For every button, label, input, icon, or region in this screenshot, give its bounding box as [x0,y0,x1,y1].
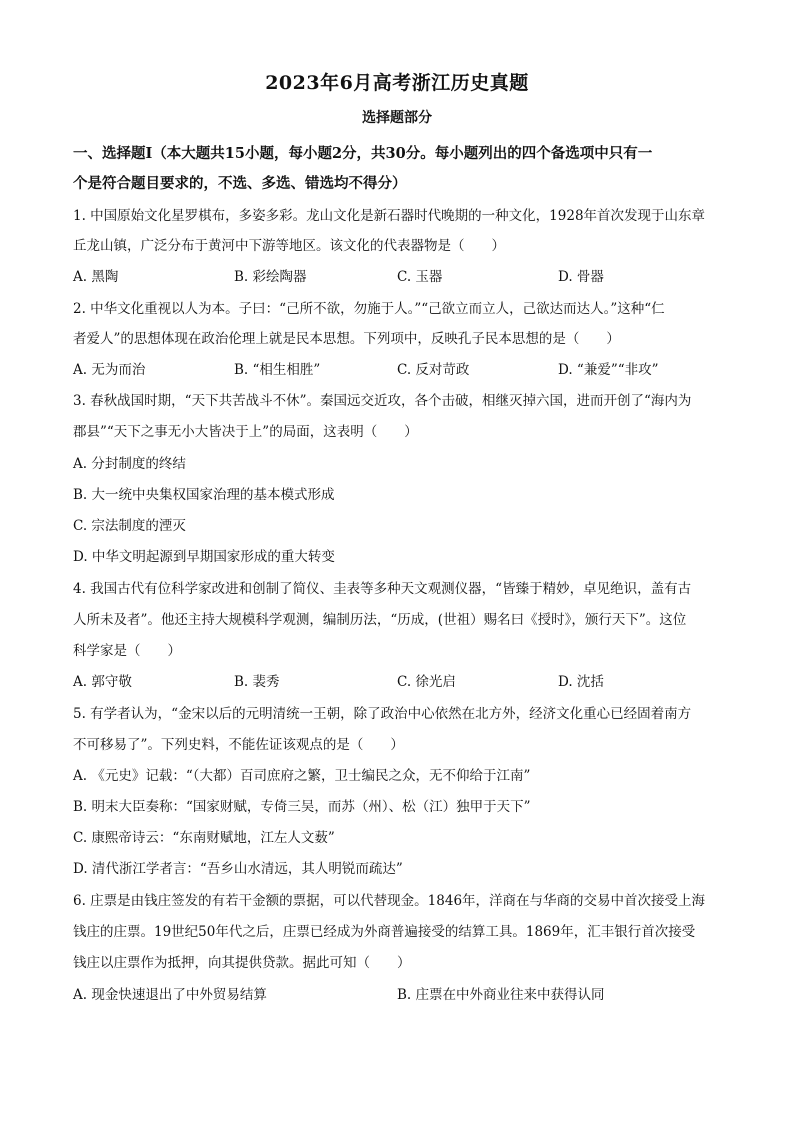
question-5-option-b: B. 明末大臣奏称：“国家财赋，专倚三吴，而苏（州）、松（江）独甲于天下” [73,799,531,815]
question-3-option-c: C. 宗法制度的湮灭 [73,518,186,534]
question-3-option-d: D. 中华文明起源到早期国家形成的重大转变 [73,549,335,565]
question-2-option-a: A. 无为而治 [73,362,146,378]
question-1-line-1: 1. 中国原始文化星罗棋布，多姿多彩。龙山文化是新石器时代晚期的一种文化，1928年首次发现于山东章 [73,208,706,224]
section-header-line-1: 一、选择题Ⅰ（本大题共15小题，每小题2分，共30分。每小题列出的四个备选项中只有一 [73,145,653,162]
question-5-line-1: 5. 有学者认为，“金宋以后的元明清统一王朝，除了政治中心依然在北方外，经济文化重心已经固着南方 [73,706,692,722]
question-3-line-1: 3. 春秋战国时期，“天下共苦战斗不休”。秦国远交近攻，各个击破，相继灭掉六国，进而开创了“海内为 [73,393,692,409]
question-5-line-2: 不可移易了”。下列史料，不能佐证该观点的是（ ） [73,737,404,753]
question-4-option-d: D. 沈括 [558,674,604,690]
question-4-option-c: C. 徐光启 [397,674,456,690]
question-6-option-b: B. 庄票在中外商业往来中获得认同 [397,987,605,1003]
page-title: 2023年6月高考浙江历史真题 [265,72,529,94]
question-5-option-c: C. 康熙帝诗云：“东南财赋地，江左人文薮” [73,830,335,846]
question-3-line-2: 郡县”“天下之事无小大皆决于上”的局面，这表明（ ） [73,424,418,440]
question-1-option-d: D. 骨器 [558,269,604,285]
question-3-option-a: A. 分封制度的终结 [73,456,186,472]
question-2-option-b: B. “相生相胜” [234,362,321,378]
question-5-option-a: A. 《元史》记载：“（大都）百司庶府之繁，卫士编民之众，无不仰给于江南” [73,768,531,784]
question-2-option-c: C. 反对苛政 [397,362,470,378]
question-2-line-1: 2. 中华文化重视以人为本。子曰：“己所不欲，勿施于人。”“己欲立而立人，己欲达而达人。”这种“仁 [73,301,665,317]
question-1-option-c: C. 玉器 [397,269,443,285]
question-6-line-3: 钱庄以庄票作为抵押，向其提供贷款。据此可知（ ） [73,955,411,971]
question-1-line-2: 丘龙山镇，广泛分布于黄河中下游等地区。该文化的代表器物是（ ） [73,238,505,254]
question-6-line-1: 6. 庄票是由钱庄签发的有若干金额的票据，可以代替现金。1846年，洋商在与华商的交易中首次接受上海 [73,893,706,909]
question-4-line-1: 4. 我国古代有位科学家改进和创制了简仪、圭表等多种天文观测仪器，“皆臻于精妙，卓见绝识，盖有古 [73,581,692,597]
section-subtitle: 选择题部分 [362,110,432,126]
question-4-line-3: 科学家是（ ） [73,643,181,659]
question-2-line-2: 者爱人”的思想体现在政治伦理上就是民本思想。下列项中，反映孔子民本思想的是（ ） [73,331,620,347]
question-4-option-a: A. 郭守敬 [73,674,132,690]
question-4-line-2: 人所未及者”。他还主持大规模科学观测，编制历法，“历成，(世祖）赐名曰《授时》，颁行天下”。这位 [73,612,687,628]
question-1-option-b: B. 彩绘陶器 [234,269,307,285]
question-5-option-d: D. 清代浙江学者言：“吾乡山水清远，其人明锐而疏达” [73,861,403,877]
question-3-option-b: B. 大一统中央集权国家治理的基本模式形成 [73,487,335,503]
question-6-option-a: A. 现金快速退出了中外贸易结算 [73,987,267,1003]
section-header-line-2: 个是符合题目要求的，不选、多选、错选均不得分） [73,175,407,192]
question-6-line-2: 钱庄的庄票。19世纪50年代之后，庄票已经成为外商普遍接受的结算工具。1869年，汇丰银行首次接受 [73,924,696,940]
question-4-option-b: B. 裴秀 [234,674,280,690]
question-2-option-d: D. “兼爱”“非攻” [558,362,659,378]
question-1-option-a: A. 黑陶 [73,269,119,285]
